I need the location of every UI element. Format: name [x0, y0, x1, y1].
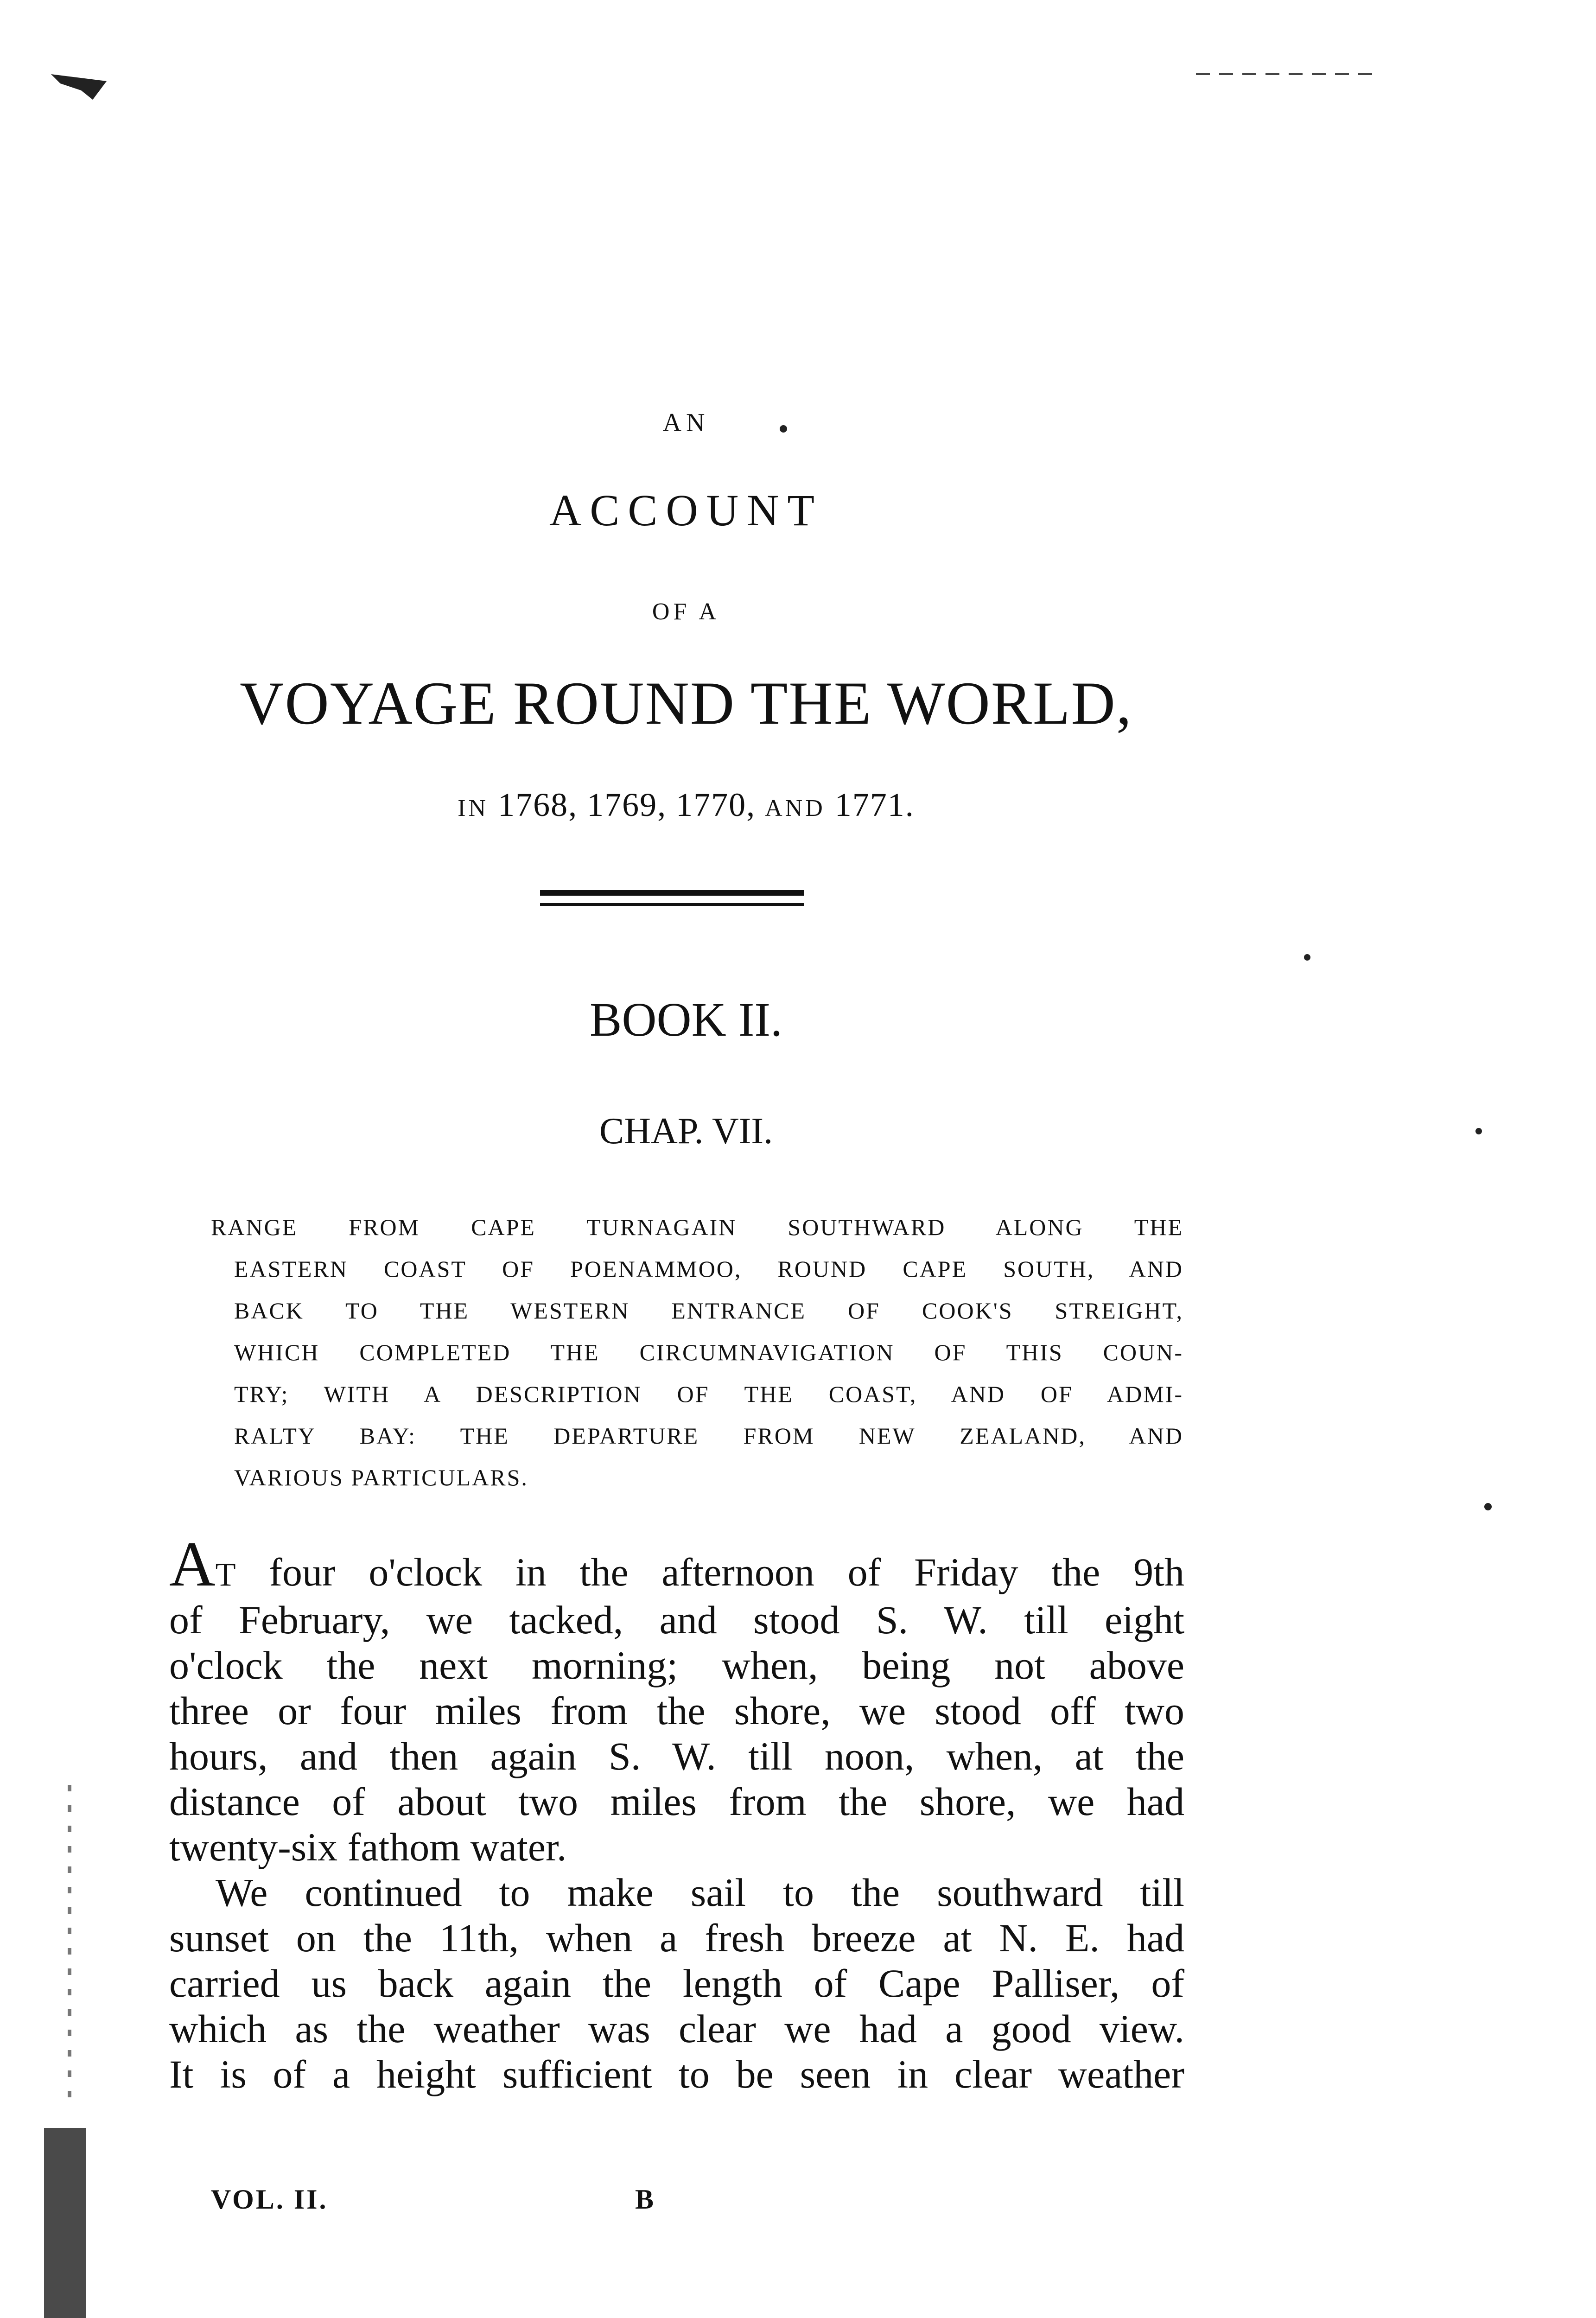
years-in: IN [458, 795, 489, 821]
title-of-a: OF A [652, 599, 720, 625]
body-line: three or four miles from the shore, we stood off two [169, 1688, 1184, 1733]
first-line-text: four o'clock in the afternoon of Friday the 9th [235, 1550, 1184, 1594]
body-line: sunset on the 11th, when a fresh breeze at N. E. had [169, 1916, 1184, 1960]
speck [1475, 1128, 1482, 1134]
summary-line: TRY; WITH A DESCRIPTION OF THE COAST, AND OF ADMI- [234, 1381, 1183, 1407]
body-line: hours, and then again S. W. till noon, when, at the [169, 1734, 1184, 1778]
body-line: We continued to make sail to the southward till [216, 1870, 1184, 1915]
footer-volume: VOL. II. [211, 2184, 328, 2215]
body-line: o'clock the next morning; when, being not above [169, 1643, 1184, 1688]
speck [780, 425, 787, 433]
corner-ink-blot [51, 74, 107, 100]
body-line: distance of about two miles from the shore, we had [169, 1779, 1184, 1824]
body-line: twenty-six fathom water. [169, 1825, 567, 1869]
summary-line: RALTY BAY: THE DEPARTURE FROM NEW ZEALAND, AND [234, 1423, 1183, 1449]
drop-cap-rest: T [215, 1556, 236, 1593]
body-line: It is of a height sufficient to be seen in clear weather [169, 2052, 1184, 2096]
binding-shadow [44, 2128, 86, 2318]
years-last: 1771. [834, 786, 915, 823]
summary-line: WHICH COMPLETED THE CIRCUMNAVIGATION OF THIS COUN- [234, 1339, 1183, 1365]
speck [1304, 954, 1310, 961]
summary-line: RANGE FROM CAPE TURNAGAIN SOUTHWARD ALONG THE [211, 1214, 1183, 1240]
summary-line: BACK TO THE WESTERN ENTRANCE OF COOK'S STREIGHT, [234, 1298, 1183, 1324]
summary-line: EASTERN COAST OF POENAMMOO, ROUND CAPE SOUTH, AND [234, 1256, 1183, 1282]
drop-cap: A [169, 1528, 216, 1599]
body-line: carried us back again the length of Cape Palliser, of [169, 1961, 1184, 2006]
speck [1484, 1503, 1492, 1510]
title-voyage: VOYAGE ROUND THE WORLD, [240, 669, 1132, 737]
title-account: ACCOUNT [549, 485, 823, 535]
body-line: of February, we tacked, and stood S. W. till eight [169, 1598, 1184, 1642]
body-line: which as the weather was clear we had a good view. [169, 2006, 1184, 2051]
years-and: AND [765, 795, 826, 821]
summary-line: VARIOUS PARTICULARS. [234, 1465, 528, 1490]
years-list: 1768, 1769, 1770, [498, 786, 756, 823]
title-an: AN [662, 408, 710, 437]
book-heading: BOOK II. [590, 993, 782, 1046]
footer-signature: B [635, 2184, 656, 2215]
chapter-heading: CHAP. VII. [599, 1111, 773, 1152]
